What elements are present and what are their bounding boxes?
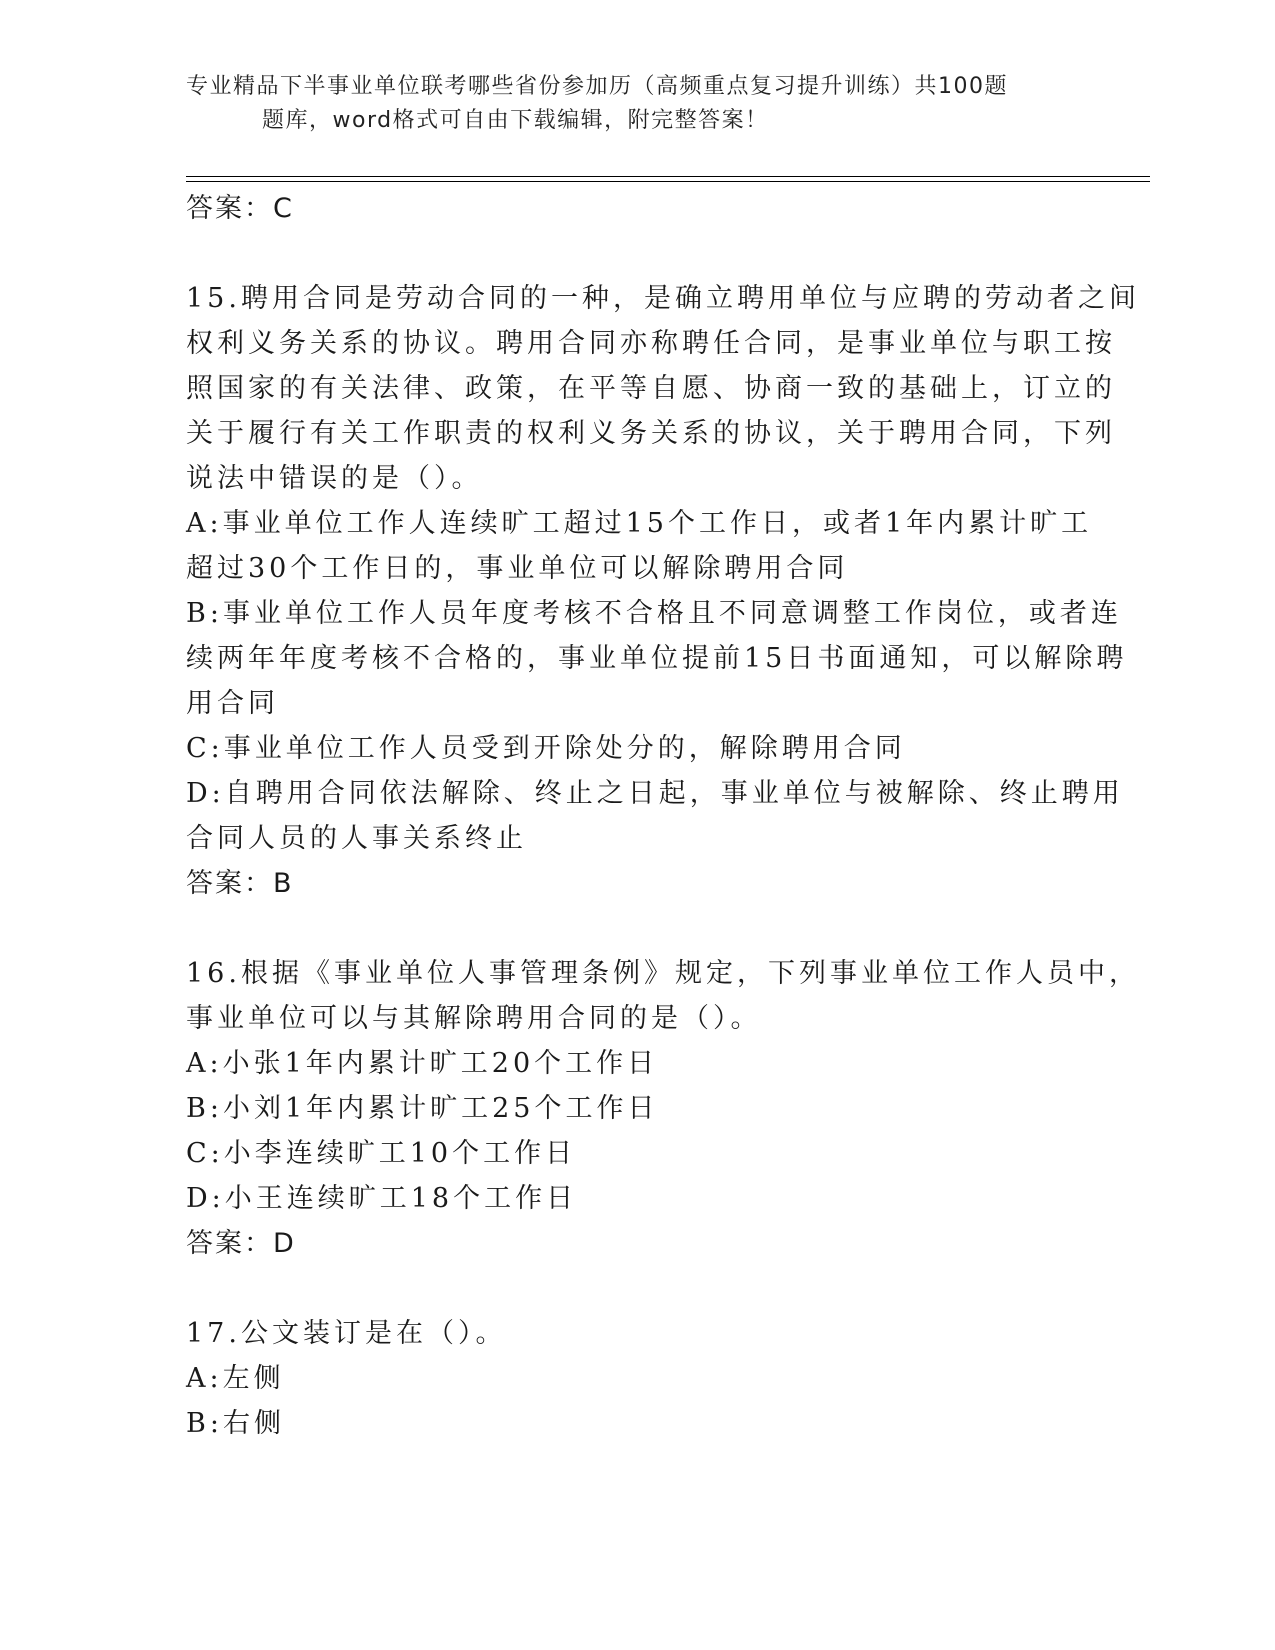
question-16-option-c: C:小李连续旷工10个工作日 <box>186 1138 577 1169</box>
question-16-stem-line: 事业单位可以与其解除聘用合同的是（）。 <box>186 1003 762 1034</box>
answer-previous: 答案：C <box>186 193 294 224</box>
question-15-stem-line: 关于履行有关工作职责的权利义务关系的协议，关于聘用合同，下列 <box>186 418 1116 449</box>
page-header <box>186 70 1066 138</box>
question-16-answer: 答案：D <box>186 1228 296 1259</box>
question-16-option-d: D:小王连续旷工18个工作日 <box>186 1183 578 1214</box>
document-title-line2: 题库，word格式可自由下载编辑，附完整答案！ <box>262 108 769 133</box>
question-16-option-b: B:小刘1年内累计旷工25个工作日 <box>186 1093 659 1124</box>
question-15-option-b-cont: 续两年年度考核不合格的，事业单位提前15日书面通知，可以解除聘 <box>186 643 1128 674</box>
question-15-stem-line: 权利义务关系的协议。聘用合同亦称聘任合同，是事业单位与职工按 <box>186 328 1116 359</box>
document-title-line1: 专业精品下半事业单位联考哪些省份参加历（高频重点复习提升训练）共100题 <box>186 74 1008 99</box>
spacer <box>186 231 1086 276</box>
question-15-stem-line: 15.聘用合同是劳动合同的一种，是确立聘用单位与应聘的劳动者之间 <box>186 283 1140 314</box>
question-15-stem-line: 说法中错误的是（）。 <box>186 463 483 494</box>
question-17-option-a: A:左侧 <box>186 1363 285 1394</box>
question-16 <box>186 951 1140 1266</box>
question-15-option-d: D:自聘用合同依法解除、终止之日起，事业单位与被解除、终止聘用 <box>186 778 1124 809</box>
question-17 <box>186 1311 1086 1446</box>
question-15-answer: 答案：B <box>186 868 294 899</box>
question-17-stem-line: 17.公文装订是在（）。 <box>186 1318 507 1349</box>
question-17-option-b: B:右侧 <box>186 1408 285 1439</box>
question-15-option-d-cont: 合同人员的人事关系终止 <box>186 823 527 854</box>
question-16-option-a: A:小张1年内累计旷工20个工作日 <box>186 1048 659 1079</box>
question-content <box>186 186 1140 1446</box>
question-16-stem-line: 16.根据《事业单位人事管理条例》规定，下列事业单位工作人员中， <box>186 958 1140 989</box>
question-15-option-a-cont: 超过30个工作日的，事业单位可以解除聘用合同 <box>186 553 849 584</box>
question-15-stem-line: 照国家的有关法律、政策，在平等自愿、协商一致的基础上，订立的 <box>186 373 1116 404</box>
spacer <box>186 906 1086 951</box>
question-15-option-c: C:事业单位工作人员受到开除处分的，解除聘用合同 <box>186 733 906 764</box>
question-15 <box>186 276 1140 906</box>
header-double-rule <box>186 176 1150 182</box>
question-15-option-a: A:事业单位工作人连续旷工超过15个工作日，或者1年内累计旷工 <box>186 508 1093 539</box>
spacer <box>186 1266 1086 1311</box>
question-15-option-b: B:事业单位工作人员年度考核不合格且不同意调整工作岗位，或者连 <box>186 598 1122 629</box>
question-15-option-b-cont: 用合同 <box>186 688 279 719</box>
